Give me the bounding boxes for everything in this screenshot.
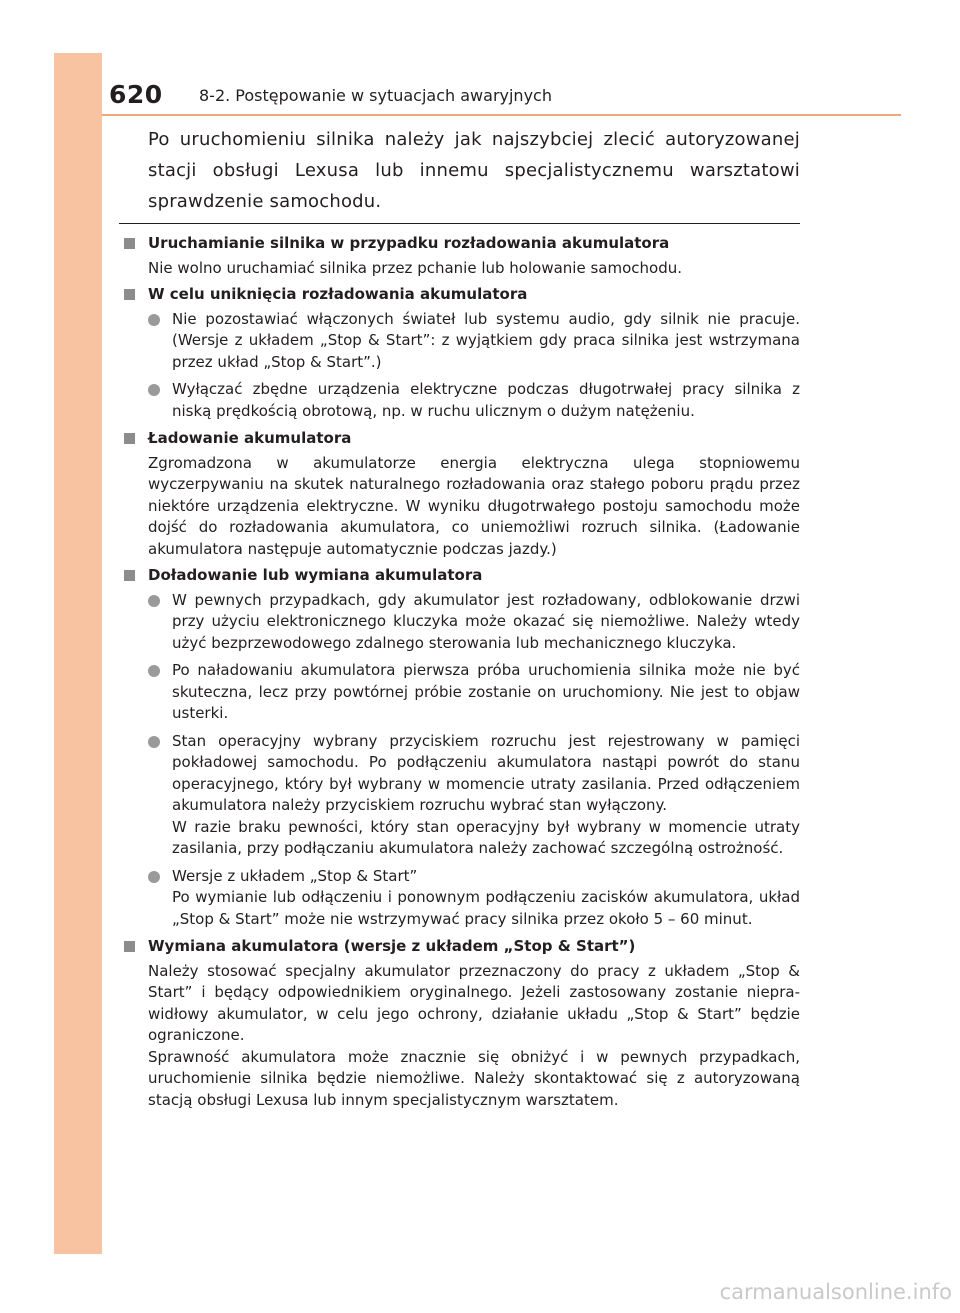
square-bullet-icon [124,238,135,249]
section-heading-text: Ładowanie akumulatora [148,429,352,447]
circle-bullet-icon [148,314,160,326]
section-heading [124,284,800,306]
list-item-text: W pewnych przypadkach, gdy akumulator jest rozładowany, odblokowanie drzwi przy użyciu elektronicznego kluczyka może okazać się niemożliwe. Należy wtedy użyć bezprzewodowego zdalnego sterowania lub mechanicznego kluczyka. [172,590,800,652]
circle-bullet-icon [148,384,160,396]
list-item-text: Stan operacyjny wybrany przyciskiem rozruchu jest rejestrowany w pamięci pokładowej samochodu. Po podłączeniu akumulatora nastąpi powrót do stanu operacyjnego, który był wybrany w momencie utraty zasilania. Przed odłączeniem akumulatora należy przyciskiem rozruchu wybrać stan wyłączony. [172,731,805,814]
section-heading [124,565,800,587]
square-bullet-icon [124,289,135,300]
list-item [124,660,800,725]
section-paragraph [124,961,805,1112]
list-item-text-continued: Po wymianie lub odłączeniu i ponownym podłączeniu zacisków akumulatora, układ „Stop & Start” może nie wstrzymywać pracy silnika przez około 5 – 60 minut. [172,888,805,928]
circle-bullet-icon [148,665,160,677]
section-heading-text: Doładowanie lub wymiana akumulatora [148,566,483,584]
divider-rule [119,223,800,224]
list-item [124,309,800,374]
list-item [124,379,800,422]
section-paragraph-text: Należy stosować specjalny akumulator przeznaczony do pracy z układem „Stop & Start” i będący odpowiednikiem oryginalnego. Jeżeli zastosowany zostanie nieprawidłowy akumulator, w celu jego ochrony, działanie układu „Stop & Start” będzie ograniczone. [148,961,805,1044]
list-item [124,590,800,655]
section-heading [124,936,800,958]
watermark: carmanualsonline.info [719,1280,952,1304]
list-item-text-continued: W razie braku pewności, który stan operacyjny był wybrany w momencie utraty zasilania, przy podłączaniu akumulatora należy zachować szczególną ostrożność. [172,817,805,857]
circle-bullet-icon [148,595,160,607]
list-item-text: Nie pozostawiać włączonych świateł lub systemu audio, gdy silnik nie pracuje. (Wersje z układem „Stop & Start”: z wyjątkiem gdy praca silnika jest wstrzymana przez układ „Stop & Start”.) [172,309,800,371]
content [124,233,805,1116]
circle-bullet-icon [148,871,160,883]
section-paragraph: Zgromadzona w akumulatorze energia elektryczna ulega stopniowemu wyczerpywaniu na skutek naturalnego rozładowania oraz stałego poboru prądu przez niektóre urządzenia elektryczne. W wyniku długotrwałego postoju samochodu może dojść do rozładowania akumulatora, co uniemożliwi rozruch silnika. (Ładowanie akumulatora następuje automatycznie podczas jazdy.) [148,453,800,558]
section-title: 8-2. Postępowanie w sytuacjach awaryjnych [199,86,552,105]
list-item-text: Wyłączać zbędne urządzenia elektryczne podczas długotrwałej pracy silnika z niską prędkością obrotową, np. w ruchu ulicznym o dużym natężeniu. [172,380,800,420]
intro-paragraph: Po uruchomieniu silnika należy jak najszybciej zlecić autoryzowanej stacji obsługi Lexusa lub innemu specjalistycznemu warsztatowi sprawdzenie samochodu. [148,129,800,212]
header-rule [102,114,901,116]
circle-bullet-icon [148,736,160,748]
page-header [109,78,801,118]
list-item-text: Wersje z układem „Stop & Start” [172,866,418,885]
page-number: 620 [109,80,163,109]
section-heading-text: W celu uniknięcia rozładowania akumulatora [148,285,528,303]
section-heading-text: Uruchamianie silnika w przypadku rozładowania akumulatora [148,234,670,252]
square-bullet-icon [124,433,135,444]
list-item-text: Po naładowaniu akumulatora pierwsza próba uruchomienia silnika może nie być skuteczna, lecz przy powtórnej próbie zostanie on uruchomiony. Nie jest to objaw usterki. [172,661,800,722]
section-paragraph-text-continued: Sprawność akumulatora może znacznie się obniżyć i w pewnych przypadkach, uruchomienie silnika będzie niemożliwe. Należy skontaktować się z autoryzowaną stacją obsługi Lexusa lub innym specjalistycznym warsztatem. [148,1047,805,1109]
square-bullet-icon [124,941,135,952]
square-bullet-icon [124,570,135,581]
side-color-band [54,53,102,1254]
section-heading [124,233,800,255]
section-heading [124,428,800,450]
section-paragraph: Nie wolno uruchamiać silnika przez pchanie lub holowanie samochodu. [148,258,682,277]
list-item [124,731,805,860]
section-heading-text: Wymiana akumulatora (wersje z układem „Stop & Start”) [148,937,636,955]
list-item [124,866,805,931]
